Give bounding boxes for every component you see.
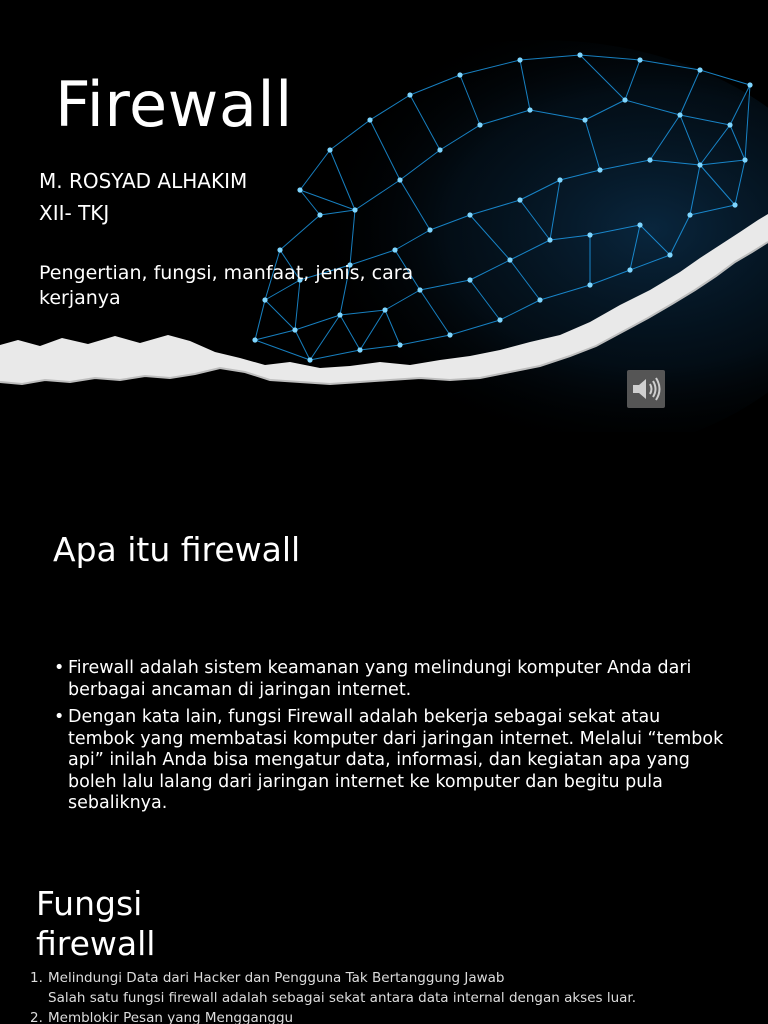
list-item-title: Melindungi Data dari Hacker dan Pengguna Tak Bertanggung Jawab <box>48 970 505 986</box>
list-number: 1. <box>30 970 43 986</box>
list-item-desc: Salah satu fungsi firewall adalah sebagai sekat antara data internal dengan akses luar. <box>48 990 637 1006</box>
list-item-title: Memblokir Pesan yang Mengganggu <box>48 1010 294 1024</box>
author-name: M. ROSYAD ALHAKIM <box>39 169 248 193</box>
list-number: 2. <box>30 1010 43 1024</box>
bullet-item: • Firewall adalah sistem keamanan yang melindungi komputer Anda dari berbagai ancaman di jaringan internet. <box>54 658 724 701</box>
slide-title: Firewall <box>55 68 293 141</box>
author-block <box>39 165 247 229</box>
author-class: XII- TKJ <box>39 201 110 225</box>
title-slide <box>0 0 768 432</box>
function-slide <box>0 864 768 1024</box>
slide-heading: Fungsi firewall <box>36 884 156 963</box>
bullet-list <box>54 658 724 821</box>
numbered-list <box>30 968 750 1024</box>
bullet-item: • Dengan kata lain, fungsi Firewall adalah bekerja sebagai sekat atau tembok yang membatasi komputer dari jaringan internet. Melalui “tembok api” inilah Anda bisa mengatur data, informasi, dan kegiatan apa yang boleh lalu lalang dari jaringan internet ke komputer dan begitu pula sebaliknya. <box>54 707 724 815</box>
slide-heading: Apa itu firewall <box>53 530 301 569</box>
speaker-icon[interactable] <box>627 370 665 408</box>
list-item <box>30 968 750 1008</box>
definition-slide <box>0 432 768 864</box>
slide-subtitle: Pengertian, fungsi, manfaat, jenis, cara kerjanya <box>39 262 414 309</box>
list-item <box>30 1008 750 1024</box>
